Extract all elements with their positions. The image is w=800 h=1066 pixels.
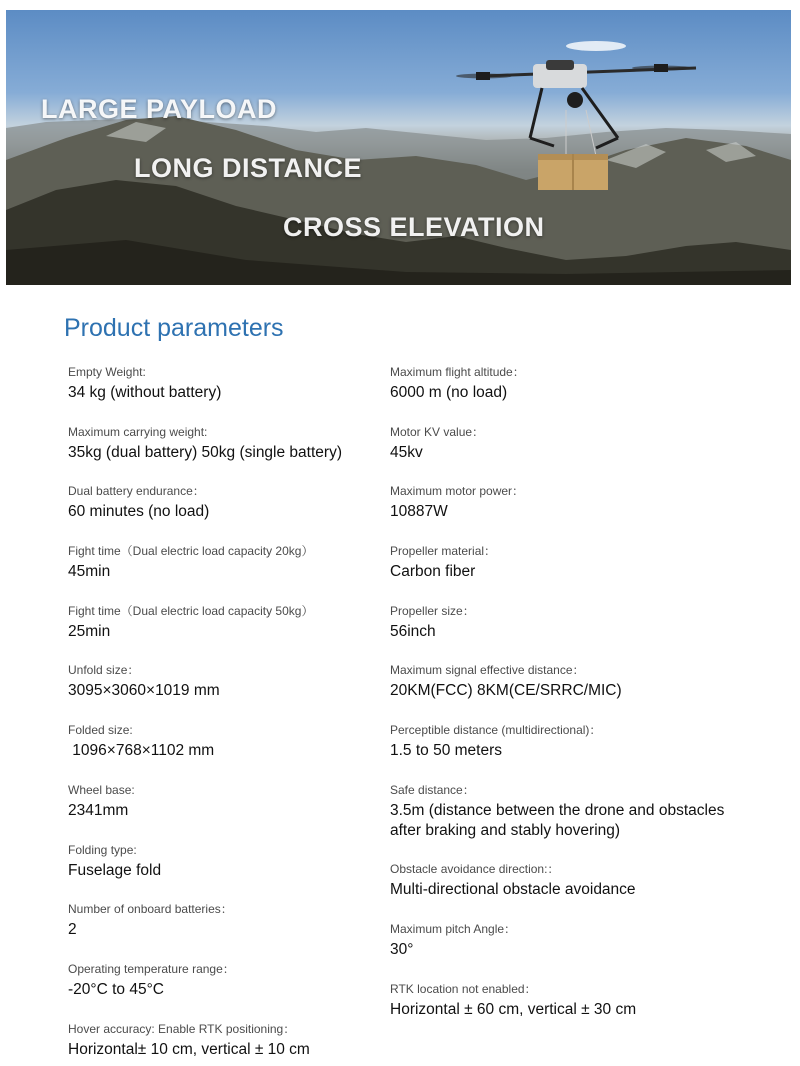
param-operating-temperature [68,962,378,1022]
param-label: Fight time（Dual electric load capacity 50kg） [68,603,314,618]
param-max-signal-distance [390,663,750,723]
param-value: 3095×3060×1019 mm [68,682,220,700]
params-left-column [68,365,378,1066]
param-label: Motor KV value： [390,424,485,439]
param-flight-time-50kg [68,604,378,664]
param-label: Maximum motor power： [390,484,525,499]
param-value: 30° [390,941,414,958]
param-rtk-not-enabled [390,982,750,1042]
param-label: Folded size: [68,723,133,738]
param-empty-weight [68,365,378,425]
hero-scene [6,10,791,285]
hero-tagline-payload: LARGE PAYLOAD [41,94,278,124]
param-value: 6000 m (no load) [390,384,508,401]
param-hover-accuracy-rtk [68,1022,378,1066]
param-label: Obstacle avoidance direction:： [390,862,560,877]
cloud [566,41,626,51]
param-dual-battery-endurance [68,484,378,544]
hero-tagline-elevation: CROSS ELEVATION [283,212,545,242]
param-flight-time-20kg [68,544,378,604]
param-folding-type [68,843,378,903]
param-label: Fight time（Dual electric load capacity 20kg） [68,544,314,559]
param-perceptible-distance [390,723,750,783]
params-right-column [390,365,750,1041]
section-title: Product parameters [64,314,284,342]
param-value: Multi-directional obstacle avoidance [390,881,636,899]
param-value: 2341mm [68,801,129,819]
param-label: Maximum flight altitude： [390,365,525,379]
cargo-box-icon [538,154,608,190]
param-label: Safe distance： [390,782,475,797]
param-max-motor-power [390,484,750,544]
param-value: -20°C to 45°C [68,980,164,998]
param-value: 45min [68,563,111,581]
param-safe-distance [390,783,750,863]
param-value: Horizontal± 10 cm, vertical ± 10 cm [68,1040,310,1058]
param-label: Number of onboard batteries： [68,902,233,917]
param-value: 10887W [390,503,448,521]
param-label: Hover accuracy: Enable RTK positioning： [68,1021,296,1036]
param-label: RTK location not enabled： [390,981,537,996]
param-onboard-batteries [68,902,378,962]
param-folded-size [68,723,378,783]
hero-banner [6,10,791,285]
param-obstacle-avoidance-direction [390,862,750,922]
param-max-flight-altitude [390,365,750,425]
param-value: 56inch [390,622,436,640]
param-value: 20KM(FCC) 8KM(CE/SRRC/MIC) [390,682,622,700]
param-label: Folding type: [68,842,137,857]
param-value: 45kv [390,443,423,461]
param-max-pitch-angle [390,922,750,982]
param-motor-kv [390,425,750,485]
param-value: 1096×768×1102 mm [68,742,215,760]
param-label: Maximum pitch Angle： [390,922,517,936]
param-label: Wheel base: [68,782,135,797]
param-label: Unfold size： [68,663,140,678]
param-label: Maximum signal effective distance： [390,663,585,678]
param-value: 3.5m (distance between the drone and obstacles after braking and stably hovering) [390,801,725,839]
param-propeller-size [390,604,750,664]
param-max-carrying-weight [68,425,378,485]
param-value: 60 minutes (no load) [68,503,210,521]
param-unfold-size [68,663,378,723]
param-label: Propeller size： [390,603,475,618]
param-label: Operating temperature range： [68,961,235,976]
param-value: Fuselage fold [68,861,162,879]
param-value: 35kg (dual battery) 50kg (single battery) [68,443,342,461]
hero-tagline-distance: LONG DISTANCE [134,153,362,183]
param-label: Maximum carrying weight: [68,424,208,439]
param-propeller-material [390,544,750,604]
param-value: Carbon fiber [390,563,476,581]
param-value: 2 [68,921,77,939]
param-wheel-base [68,783,378,843]
param-label: Propeller material： [390,544,497,559]
param-value: 34 kg (without battery) [68,384,222,401]
param-label: Dual battery endurance： [68,484,205,499]
param-value: 25min [68,622,111,640]
param-value: 1.5 to 50 meters [390,742,503,760]
param-label: Empty Weight: [68,365,146,379]
param-label: Perceptible distance (multidirectional)： [390,723,602,738]
param-value: Horizontal ± 60 cm, vertical ± 30 cm [390,1000,637,1018]
